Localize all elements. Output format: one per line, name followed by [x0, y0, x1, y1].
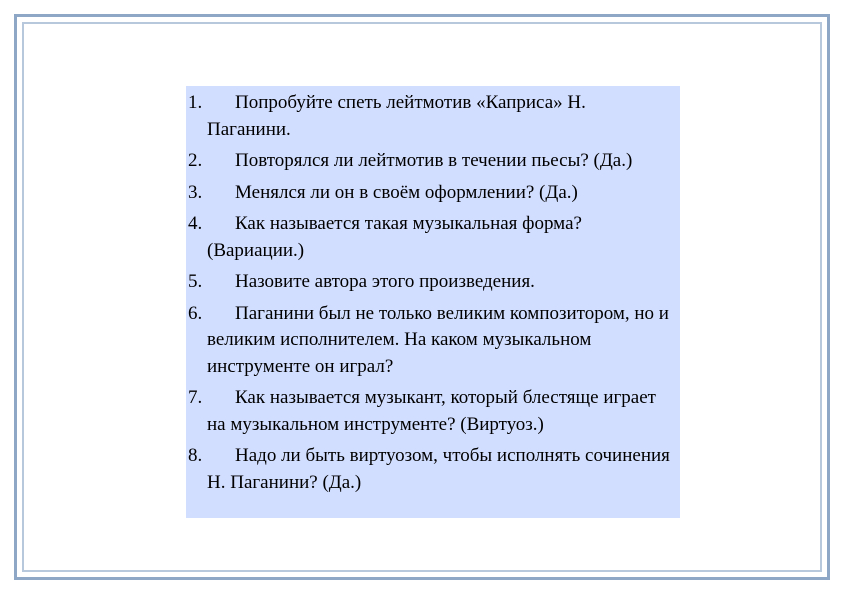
question-number: 6. [188, 302, 203, 324]
question-item-3 [188, 180, 674, 207]
question-text: Как называется музыкант, который блестяще играет на музыкальном инструменте? (Виртуоз.) [207, 387, 656, 435]
question-text: Повторялся ли лейтмотив в течении пьесы? (Да.) [235, 150, 633, 171]
question-item-7 [188, 385, 674, 438]
question-text: Паганини был не только великим композитором, но и великим исполнителем. На каком музыкальном инструменте он играл? [207, 302, 669, 377]
question-item-1 [188, 90, 674, 143]
question-number: 1. [188, 92, 203, 113]
question-item-6 [188, 301, 674, 381]
question-item-5 [188, 269, 674, 296]
question-text: Попробуйте спеть лейтмотив «Каприса» Н. Паганини. [207, 92, 586, 140]
question-text: Менялся ли он в своём оформлении? (Да.) [235, 181, 578, 203]
question-box [186, 86, 680, 518]
question-text: Назовите автора этого произведения. [235, 271, 535, 292]
question-item-2 [188, 148, 674, 175]
question-list [188, 90, 674, 496]
question-text: Надо ли быть виртуозом, чтобы исполнять сочинения Н. Паганини? (Да.) [207, 445, 670, 493]
question-item-4 [188, 211, 674, 264]
question-number: 4. [188, 213, 203, 234]
question-number: 7. [188, 387, 203, 408]
question-number: 5. [188, 271, 203, 292]
question-text: Как называется такая музыкальная форма? (Вариации.) [207, 213, 582, 261]
question-number: 8. [188, 445, 203, 466]
question-number: 3. [188, 181, 203, 203]
question-number: 2. [188, 150, 203, 171]
question-item-8 [188, 443, 674, 496]
